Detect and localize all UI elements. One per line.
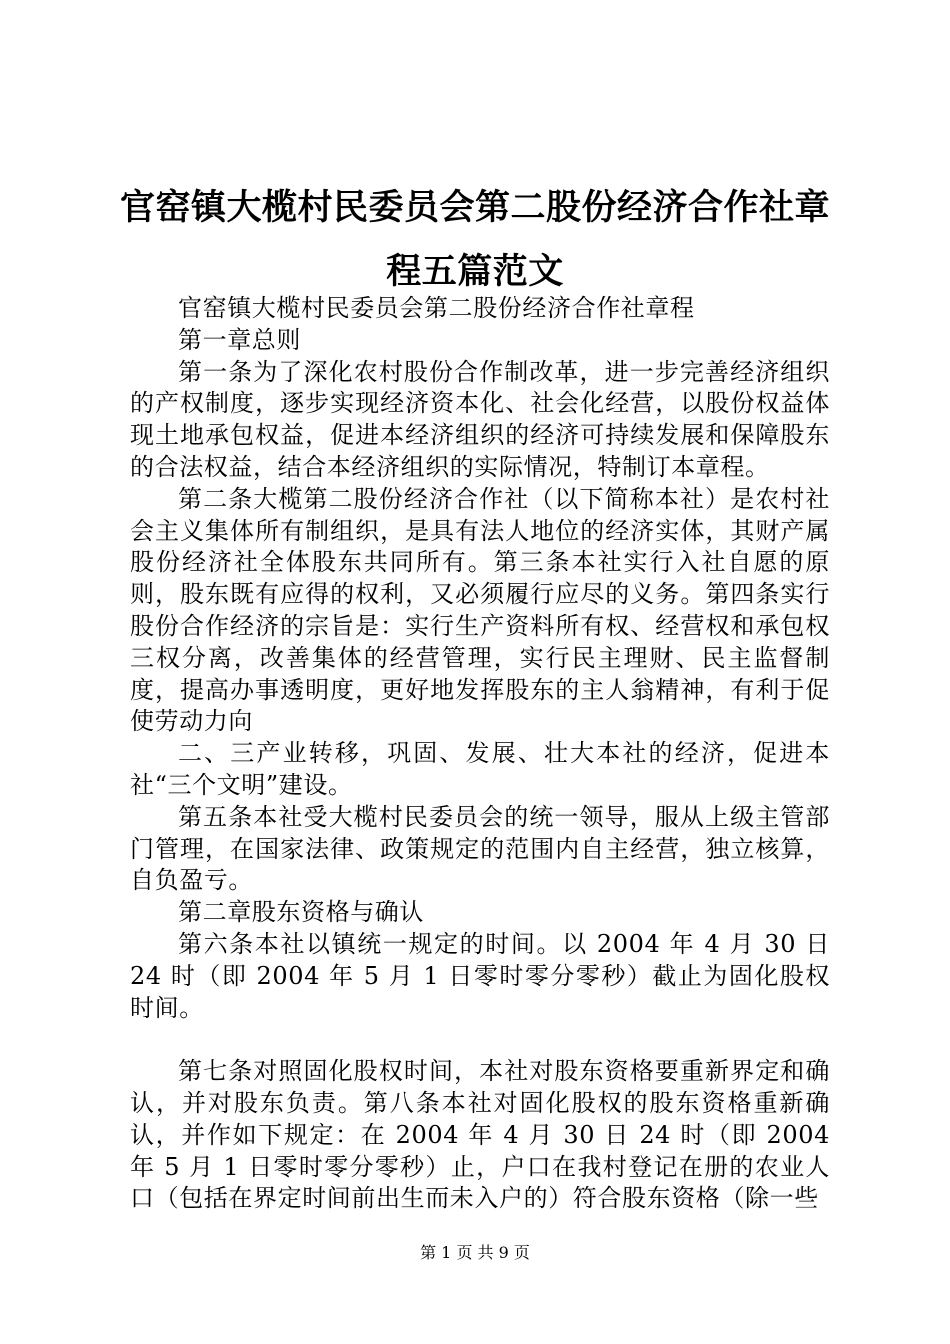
paragraph-subtitle: 官窑镇大榄村民委员会第二股份经济合作社章程 xyxy=(178,294,695,322)
document-body xyxy=(130,293,830,1215)
paragraph-article-2-4: 第二条大榄第二股份经济合作社（以下简称本社）是农村社会主义集体所有制组织，是具有法人地位的经济实体，其财产属股份经济社全体股东共同所有。第三条本社实行入社自愿的原则，股东既有应得的权利，又必须履行应尽的义务。第四条实行股份合作经济的宗旨是：实行生产资料所有权、经营权和承包权三权分离，改善集体的经营管理，实行民主理财、民主监督制度，提高办事透明度，更好地发挥股东的主人翁精神，有利于促使劳动力向 xyxy=(130,484,830,736)
chapter-heading-1: 第一章总则 xyxy=(178,325,301,354)
paragraph-article-7-8: 第七条对照固化股权时间，本社对股东资格要重新界定和确认，并对股东负责。第八条本社对固化股权的股东资格重新确认，并作如下规定：在 2004 年 4 月 30 日 24 时（即 2004 年 5 月 1 日零时零分零秒）止，户口在我村登记在册的农业人口（包括在界定时间前出生而未入户的）符合股东资格（除一些 xyxy=(130,1057,830,1213)
document-title: 官窑镇大榄村民委员会第二股份经济合作社章程五篇范文 xyxy=(119,187,830,292)
paragraph-article-5: 第五条本社受大榄村民委员会的统一领导，服从上级主管部门管理，在国家法律、政策规定的范围内自主经营，独立核算，自负盈亏。 xyxy=(130,802,830,895)
paragraph-article-6: 第六条本社以镇统一规定的时间。以 2004 年 4 月 30 日 24 时（即 2004 年 5 月 1 日零时零分零秒）截止为固化股权时间。 xyxy=(130,929,830,1022)
chapter-heading-2: 第二章股东资格与确认 xyxy=(178,898,424,927)
page-number-footer: 第 1 页 共 9 页 xyxy=(420,1243,530,1262)
paragraph-continuation: 二、三产业转移，巩固、发展、壮大本社的经济，促进本社“三个文明”建设。 xyxy=(130,739,830,799)
paragraph-article-1: 第一条为了深化农村股份合作制改革，进一步完善经济组织的产权制度，逐步实现经济资本化、社会化经营，以股份权益体现土地承包权益，促进本经济组织的经济可持续发展和保障股东的合法权益，结合本经济组织的实际情况，特制订本章程。 xyxy=(130,357,830,481)
